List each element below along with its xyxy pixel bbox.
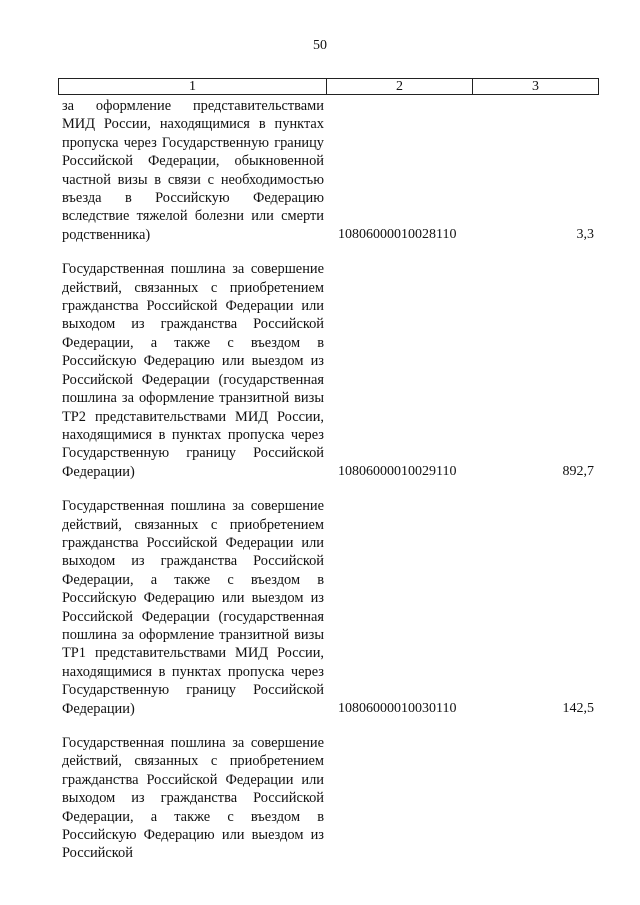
row-description: за оформление представительствами МИД России, находящимися в пунктах пропуска через Государственную границу Российской Федерации, обыкновенной частной визы в связи с необходимостью въезда в Российскую Федерацию вследствие тяжелой болезни или смерти родственника) xyxy=(62,98,324,243)
table-row xyxy=(58,260,599,481)
row-amount: 892,7 xyxy=(562,463,594,479)
table-row xyxy=(58,97,599,244)
fee-table xyxy=(58,78,599,863)
row-code: 10806000010030110 xyxy=(338,700,457,716)
column-header-2: 2 xyxy=(327,79,473,94)
row-code: 10806000010029110 xyxy=(338,463,457,479)
page-number: 50 xyxy=(313,38,327,53)
table-row xyxy=(58,734,599,863)
row-amount: 3,3 xyxy=(576,226,594,242)
row-description: Государственная пошлина за совершение действий, связанных с приобретением гражданства Российской Федерации или выходом из гражданства Российской Федерации, а также с въездом в Российскую Федерацию или выездом из Российской Федерации (государственная пошлина за оформление транзитной визы ТР2 представительствами МИД России, находящимися в пунктах пропуска через Государственную границу Российской Федерации) xyxy=(62,261,324,480)
row-code: 10806000010028110 xyxy=(338,226,457,242)
column-header-3: 3 xyxy=(532,79,539,94)
column-header-1: 1 xyxy=(59,79,327,94)
row-description: Государственная пошлина за совершение действий, связанных с приобретением гражданства Российской Федерации или выходом из гражданства Российской Федерации, а также с въездом в Российскую Федерацию или выездом из Российской xyxy=(62,735,324,862)
row-amount: 142,5 xyxy=(562,700,594,716)
table-row xyxy=(58,497,599,718)
table-header-row xyxy=(58,78,599,95)
row-description: Государственная пошлина за совершение действий, связанных с приобретением гражданства Российской Федерации или выходом из гражданства Российской Федерации, а также с въездом в Российскую Федерацию или выездом из Российской Федерации (государственная пошлина за оформление транзитной визы ТР1 представительствами МИД России, находящимися в пунктах пропуска через Государственную границу Российской Федерации) xyxy=(62,498,324,717)
